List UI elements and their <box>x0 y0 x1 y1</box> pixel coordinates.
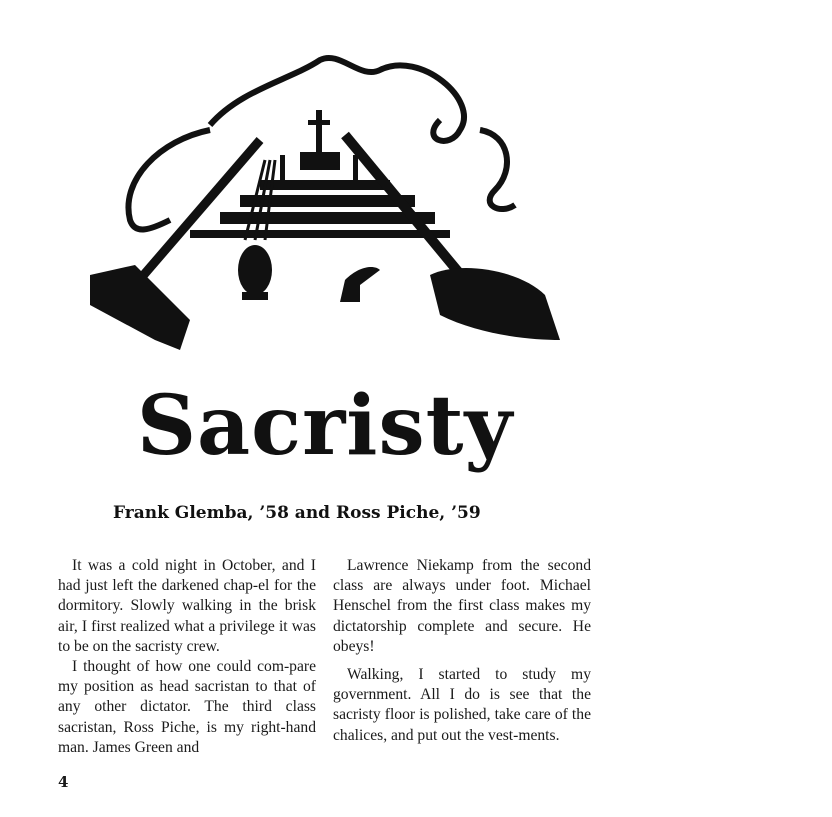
smoke-swirl <box>480 130 515 209</box>
page-number: 4 <box>58 773 69 791</box>
candle <box>280 155 285 180</box>
altar-tabernacle <box>300 152 340 170</box>
smoke-swirl <box>210 58 464 141</box>
altar-step <box>260 180 390 190</box>
paragraph: It was a cold night in October, and I had just left the darkened chap-el for the dormitory. Slowly walking in the brisk air, I first realized what a privilege it was to be on the sacristy crew. <box>58 557 316 655</box>
paragraph: Walking, I started to study my government. All I do is see that the sacristy floor is polished, take care of the chalices, and put out the vest-ments. <box>333 666 591 744</box>
censer-body <box>238 245 272 295</box>
article-byline: Frank Glemba, ’58 and Ross Piche, ’59 <box>113 503 481 523</box>
altar-cross <box>316 110 322 155</box>
paragraph: I thought of how one could com-pare my position as head sacristan to that of any other dictator. The third class sacristan, Ross Piche, is my right-hand man. James Green and <box>58 658 316 756</box>
altar-step <box>240 195 415 207</box>
shovel-blade <box>430 268 560 340</box>
censer-base <box>242 292 268 300</box>
snuffer <box>340 267 380 302</box>
shovel-handle <box>345 135 465 280</box>
sacristy-woodcut-illustration <box>60 40 600 360</box>
altar-cross <box>308 120 330 125</box>
article-column-right <box>333 556 591 746</box>
altar-step <box>190 230 450 238</box>
article-title: Sacristy <box>136 378 514 474</box>
article-column-left <box>58 556 316 758</box>
candle <box>353 155 358 180</box>
paragraph: Lawrence Niekamp from the second class are always under foot. Michael Henschel from the first class makes my dictatorship complete and secure. He obeys! <box>333 557 591 655</box>
broom-head <box>90 265 190 350</box>
